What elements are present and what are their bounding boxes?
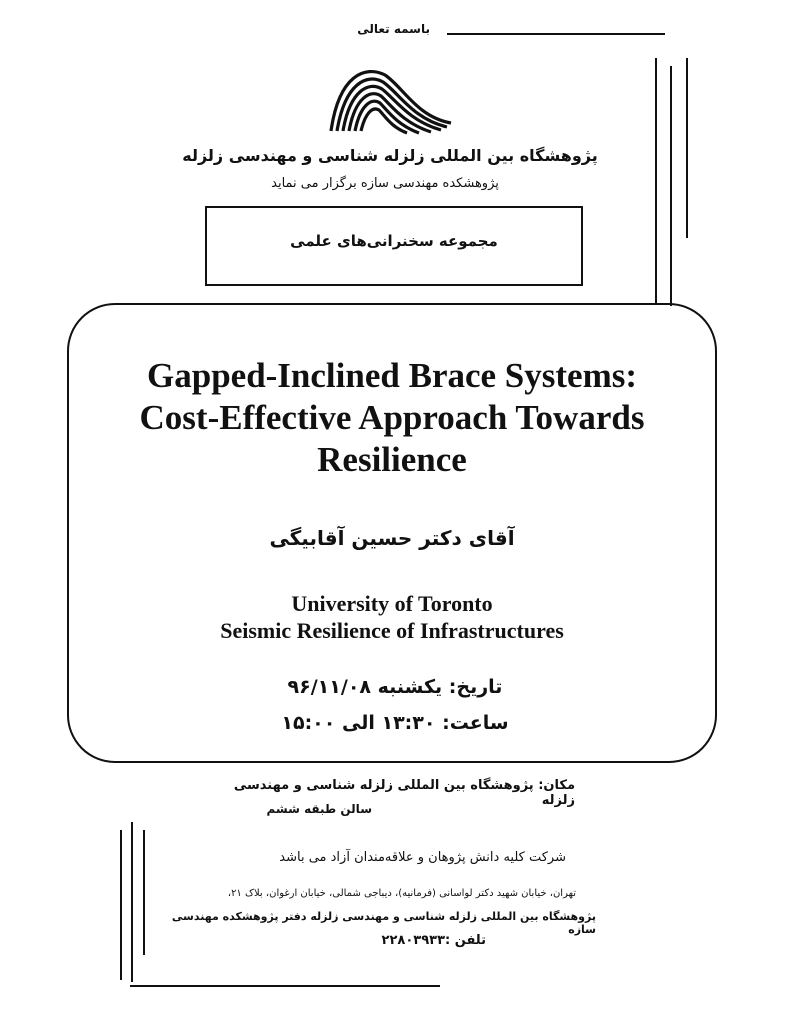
- left-rule-2: [131, 822, 133, 982]
- address-line-1: تهران، خیابان شهید دکتر لواسانی (فرمانیه)، دیباجی شمالی، خیابان ارغوان، بلاک ۲۱،: [227, 888, 576, 899]
- organizer-line: پژوهشکده مهندسی سازه برگزار می نماید: [271, 176, 499, 191]
- talk-date: تاریخ: یکشنبه ۹۶/۱۱/۰۸: [287, 676, 503, 698]
- phone-number: تلفن :۲۲۸۰۳۹۳۳: [381, 933, 486, 948]
- talk-title-line: Resilience: [317, 440, 467, 479]
- institute-name: پژوهشگاه بین المللی زلزله شناسی و مهندسی زلزله: [182, 146, 598, 165]
- institute-logo: [325, 55, 455, 135]
- right-rule-2: [670, 66, 672, 306]
- greeting: باسمه تعالی: [357, 22, 430, 36]
- bottom-rule: [130, 985, 440, 987]
- speaker-name: آقای دکتر حسین آقابیگی: [269, 526, 515, 550]
- talk-title-line: Gapped-Inclined Brace Systems:: [147, 356, 637, 395]
- venue-hall: سالن طبقه ششم: [266, 802, 372, 816]
- talk-title-line: Cost-Effective Approach Towards: [139, 398, 645, 437]
- affiliation-line: Seismic Resilience of Infrastructures: [220, 618, 564, 643]
- talk-time: ساعت: ۱۳:۳۰ الی ۱۵:۰۰: [281, 712, 509, 734]
- series-title: مجموعه سخنرانی‌های علمی: [290, 232, 498, 250]
- venue-line: مکان: پژوهشگاه بین المللی زلزله شناسی و مهندسی زلزله: [233, 778, 575, 808]
- attendance-note: شرکت کلیه دانش پژوهان و علاقه‌مندان آزاد می باشد: [279, 850, 566, 865]
- address-line-2: پژوهشگاه بین المللی زلزله شناسی و مهندسی زلزله دفتر پژوهشکده مهندسی سازه: [171, 910, 596, 936]
- left-rule-1: [120, 830, 122, 980]
- affiliation: [100, 590, 684, 644]
- talk-title: [80, 355, 704, 481]
- right-rule-3: [686, 58, 688, 238]
- left-rule-3: [143, 830, 145, 955]
- top-rule: [447, 33, 665, 35]
- right-rule-1: [655, 58, 657, 304]
- affiliation-line: University of Toronto: [291, 591, 493, 616]
